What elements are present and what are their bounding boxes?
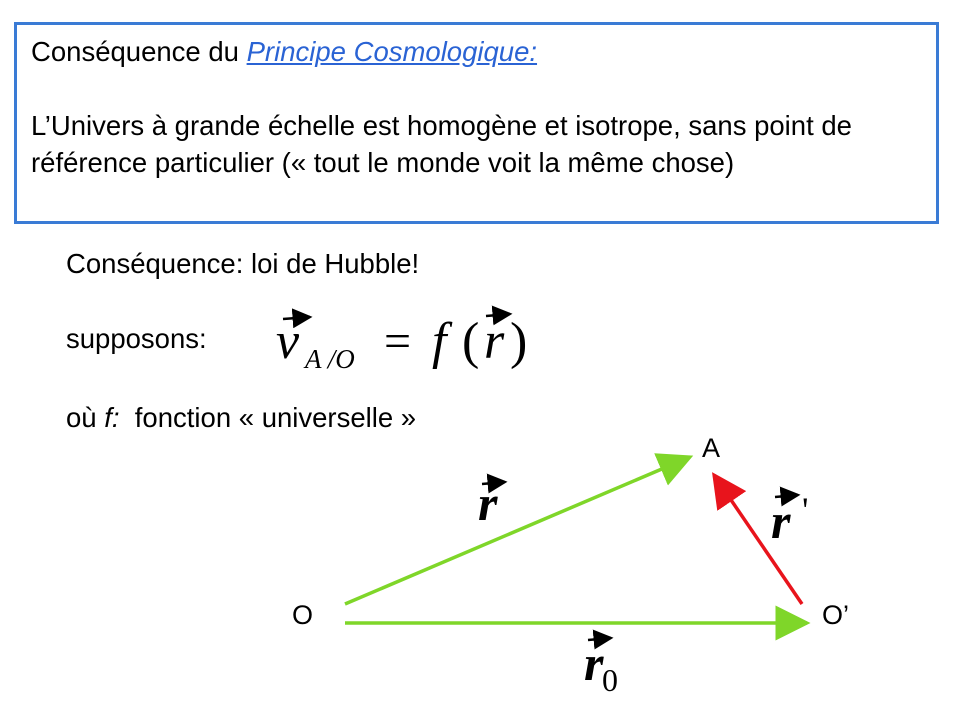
- formula-f: f: [432, 313, 447, 370]
- formula: [276, 313, 527, 374]
- point-a-label: A: [702, 433, 721, 463]
- consequence-line: Conséquence: loi de Hubble!: [66, 248, 420, 279]
- point-o-label: O: [292, 600, 314, 630]
- principle-link[interactable]: Principe Cosmologique:: [246, 36, 538, 67]
- vector-r0-subscript: 0: [602, 662, 618, 698]
- point-o-prime-label: O’: [822, 600, 849, 630]
- vector-r0-label-text: r: [584, 635, 604, 691]
- vector-r0-label: [584, 635, 618, 698]
- formula-open-paren: (: [462, 313, 480, 370]
- formula-subscript: A /O: [305, 344, 355, 374]
- formula-close-paren: ): [510, 313, 528, 370]
- vector-r-prime-mark: ': [802, 490, 809, 530]
- box-heading-prefix: Conséquence du: [31, 36, 247, 67]
- ou-f: f:: [104, 402, 120, 433]
- formula-v: v: [276, 313, 300, 370]
- fonction-text: fonction « universelle »: [134, 402, 417, 433]
- ou-word: où: [66, 402, 105, 433]
- formula-equals: =: [384, 315, 412, 368]
- vector-r-prime-label-text: r: [771, 493, 791, 549]
- vector-r-prime-label: [771, 490, 809, 549]
- formula-r: r: [484, 313, 505, 370]
- vector-r-line: [345, 457, 690, 604]
- vector-r-label: [478, 475, 505, 531]
- supposons-label: supposons:: [66, 323, 207, 354]
- vector-r-label-text: r: [478, 475, 498, 531]
- box-body: L’Univers à grande échelle est homogène et isotrope, sans point de référence particulier (« tout le monde voit la même chose): [31, 110, 852, 178]
